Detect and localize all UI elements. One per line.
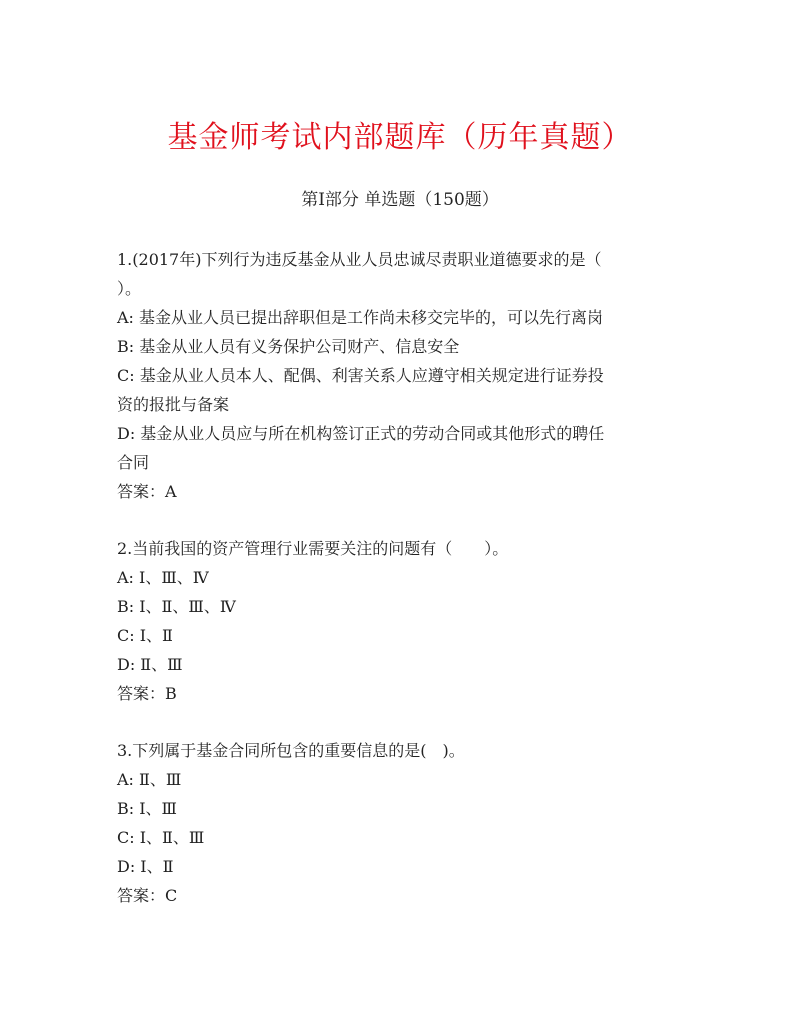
question-3 bbox=[117, 736, 687, 910]
question-1-option-d: D: 基金从业人员应与所在机构签订正式的劳动合同或其他形式的聘任 bbox=[117, 424, 605, 443]
question-2-option-d: D: Ⅱ、Ⅲ bbox=[117, 655, 183, 674]
question-2 bbox=[117, 534, 687, 708]
document-title: 基金师考试内部题库（历年真题） bbox=[167, 120, 633, 155]
question-1-option-c-continued: 资的报批与备案 bbox=[117, 395, 230, 414]
section-heading: 第Ⅰ部分 单选题（150题） bbox=[301, 190, 499, 210]
question-1-option-a: A: 基金从业人员已提出辞职但是工作尚未移交完毕的，可以先行离岗 bbox=[117, 308, 604, 327]
question-3-answer: 答案：C bbox=[117, 886, 178, 905]
question-1 bbox=[117, 245, 687, 506]
question-1-option-d-continued: 合同 bbox=[117, 453, 150, 472]
question-3-option-a: A: Ⅱ、Ⅲ bbox=[117, 770, 182, 789]
question-2-option-a: A: Ⅰ、Ⅲ、Ⅳ bbox=[117, 568, 209, 587]
question-1-stem-continued: ）。 bbox=[117, 279, 142, 298]
question-1-option-b: B: 基金从业人员有义务保护公司财产、信息安全 bbox=[117, 337, 460, 356]
question-spacer bbox=[117, 506, 687, 534]
question-3-option-c: C: Ⅰ、Ⅱ、Ⅲ bbox=[117, 828, 205, 847]
question-2-answer: 答案：B bbox=[117, 684, 177, 703]
question-3-option-b: B: Ⅰ、Ⅲ bbox=[117, 799, 177, 818]
question-2-stem: 2.当前我国的资产管理行业需要关注的问题有（ ）。 bbox=[117, 539, 509, 558]
question-1-answer: 答案：A bbox=[117, 482, 177, 501]
question-spacer bbox=[117, 708, 687, 736]
question-2-option-c: C: Ⅰ、Ⅱ bbox=[117, 626, 173, 645]
question-list bbox=[117, 245, 687, 910]
question-2-option-b: B: Ⅰ、Ⅱ、Ⅲ、Ⅳ bbox=[117, 597, 236, 616]
question-3-stem: 3.下列属于基金合同所包含的重要信息的是( )。 bbox=[117, 741, 465, 760]
question-3-option-d: D: Ⅰ、Ⅱ bbox=[117, 857, 174, 876]
question-1-stem: 1.(2017年)下列行为违反基金从业人员忠诚尽责职业道德要求的是（ bbox=[117, 250, 602, 269]
question-1-option-c: C: 基金从业人员本人、配偶、利害关系人应遵守相关规定进行证券投 bbox=[117, 366, 604, 385]
